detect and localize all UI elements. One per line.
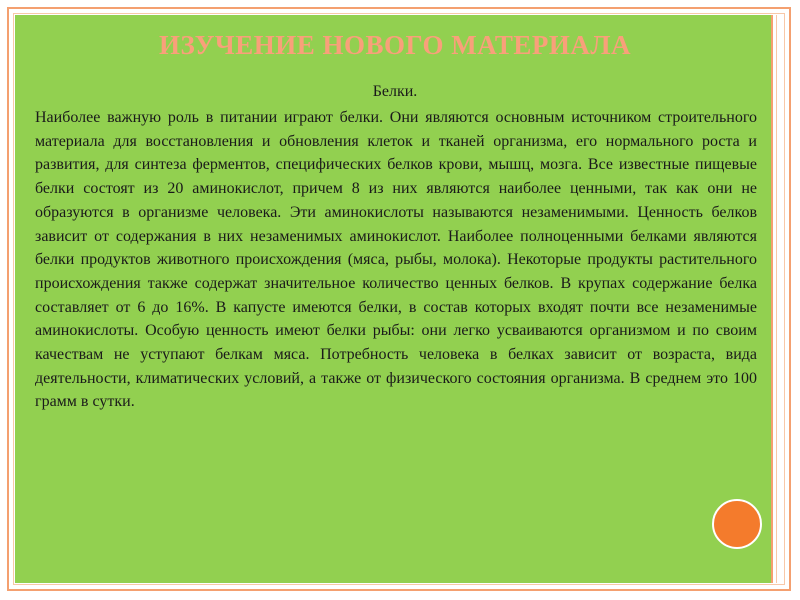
body-paragraph: Наиболее важную роль в питании играют белки. Они являются основным источником строительного материала для восстановления и обновления клеток и тканей организма, его нормального роста и развития, для синтеза ферментов, специфических белков крови, мышц, мозга. Все известные пищевые белки состоят из 20 аминокислот, причем 8 из них являются наиболее ценными, так как они не образуются в организме человека. Эти аминокислоты называются незаменимыми. Ценность белков зависит от содержания в них незаменимых аминокислот. Наиболее полноценными белками являются белки продуктов животного происхождения (мяса, рыбы, молока). Некоторые продукты растительного происхождения также содержат значительное количество ценных белков. В крупах содержание белка составляет от 6 до 16%. В капусте имеются белки, в состав которых входят почти все незаменимые аминокислоты. Особую ценность имеют белки рыбы: они легко усваиваются организмом и по своим качествам не уступают белкам мяса. Потребность человека в белках зависит от возраста, вида деятельности, климатических условий, а также от физического состояния организма. В среднем это 100 грамм в сутки. (35, 109, 757, 411)
slide-title: ИЗУЧЕНИЕ НОВОГО МАТЕРИАЛА (159, 30, 631, 60)
decorative-circle-icon (712, 499, 762, 549)
section-heading: Белки. (372, 83, 418, 100)
right-divider-line-thin (776, 15, 777, 583)
